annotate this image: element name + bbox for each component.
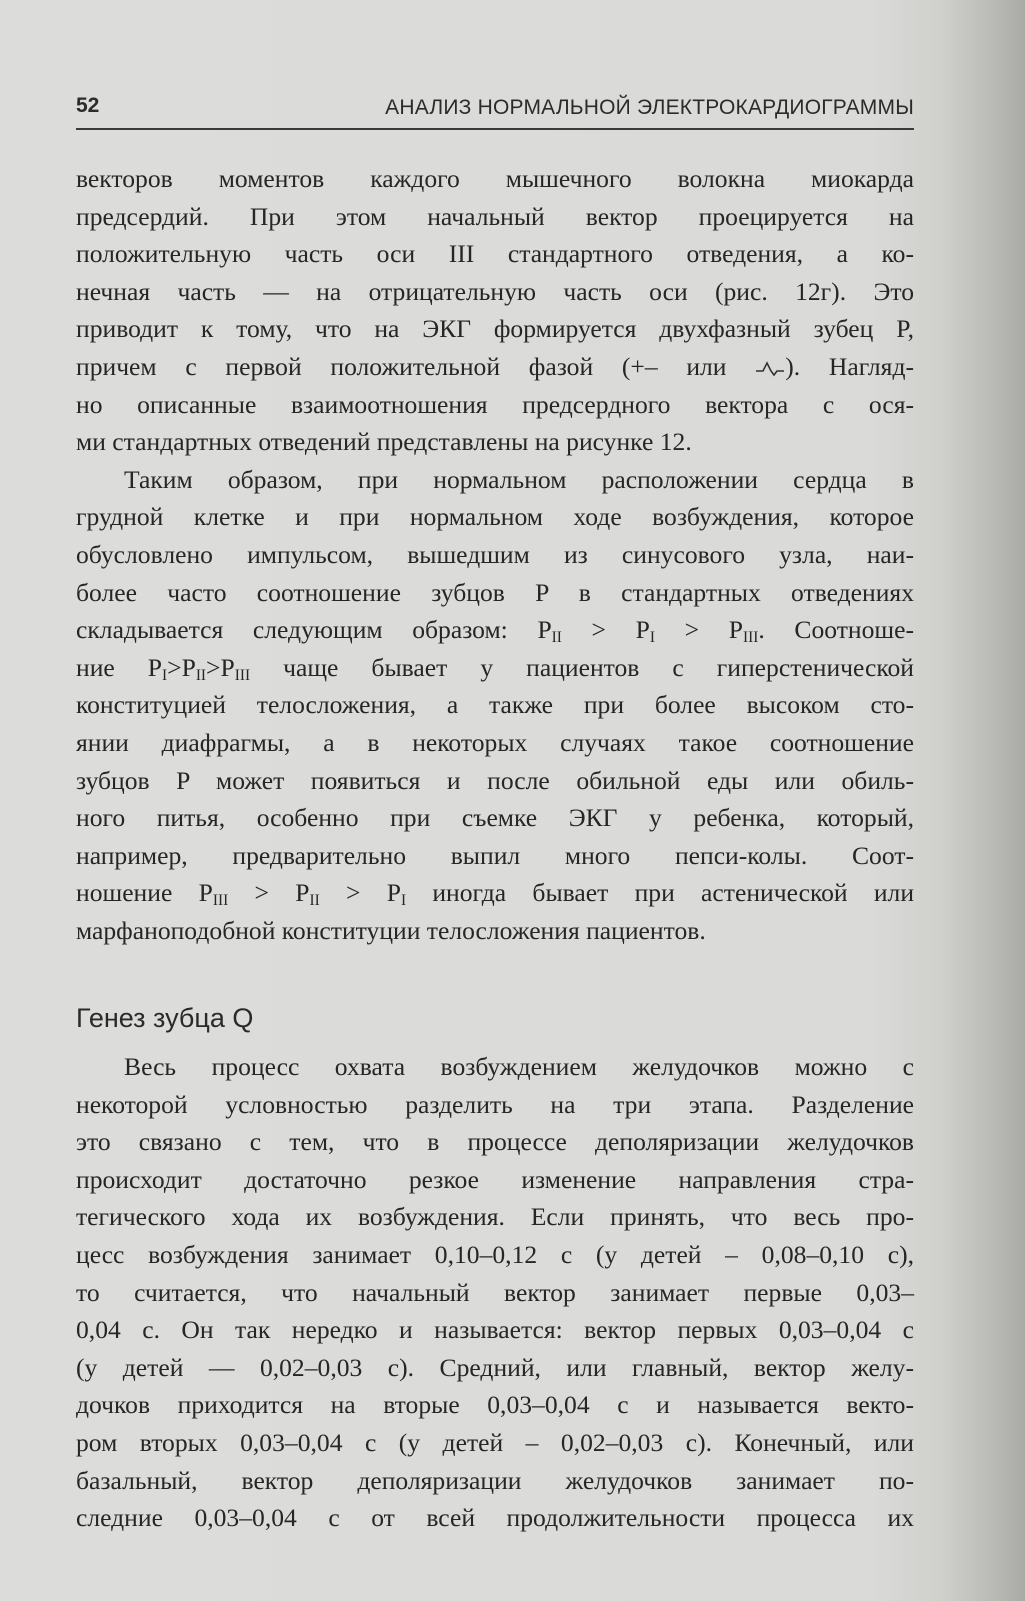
text-line: Весь процесс охвата возбуждением желудочков можно с [124, 1052, 914, 1081]
text-line: например, предварительно выпил много пепси-колы. Соот- [76, 840, 914, 870]
text-line: следние 0,03–0,04 с от всей продолжительности процесса их [76, 1503, 914, 1533]
text-line [76, 611, 914, 649]
running-title: АНАЛИЗ НОРМАЛЬНОЙ ЭЛЕКТРОКАРДИОГРАММЫ [385, 96, 914, 119]
section-heading: Генез зубца Q [76, 1003, 254, 1033]
text-line: ного питья, особенно при съемке ЭКГ у ребенка, который, [76, 803, 914, 833]
text-line [76, 649, 914, 687]
text-line: дочков приходится на вторые 0,03–0,04 с и называется векто- [76, 1390, 914, 1420]
text-line: более часто соотношение зубцов P в стандартных отведениях [76, 577, 914, 607]
text-line [76, 874, 914, 912]
section-text [76, 1048, 914, 1537]
p-wave-ratio: $P_I>P_{II}>P_{III}$ [147, 652, 251, 684]
text-line: конституцией телосложения, а также при более высоком сто- [76, 690, 914, 720]
text-line: предсердий. При этом начальный вектор проецируется на [76, 201, 914, 231]
text-line: это связано с тем, что в процессе деполяризации желудочков [76, 1127, 914, 1157]
text-line: янии диафрагмы, а в некоторых случаях такое соотношение [76, 727, 914, 757]
text-segment: ние [76, 652, 148, 682]
text-line: приводит к тому, что на ЭКГ формируется двухфазный зубец P, [76, 314, 914, 344]
text-line: положительную часть оси III стандартного отведения, а ко- [76, 239, 914, 269]
text-line: базальный, вектор деполяризации желудочков занимает по- [76, 1465, 914, 1495]
text-line: но описанные взаимоотношения предсердного вектора с ося- [76, 389, 914, 419]
text-line: некоторой условностью разделить на три этапа. Разделение [76, 1089, 914, 1119]
text-line: Таким образом, при нормальном расположении сердца в [124, 464, 914, 494]
page-header [76, 92, 914, 130]
text-line: происходит достаточно резкое изменение направления стра- [76, 1164, 914, 1194]
text-line: то считается, что начальный вектор занимает первые 0,03– [76, 1277, 914, 1307]
text-line: (у детей — 0,02–0,03 с). Средний, или главный, вектор желу- [76, 1352, 914, 1382]
text-line: обусловлено импульсом, вышедшим из синусового узла, наи- [76, 539, 914, 569]
page-number: 52 [76, 94, 100, 117]
p-wave-ratio: $P_{III} > P_{II} > P_I$ [198, 878, 407, 910]
text-line: 0,04 с. Он так нередко и называется: вектор первых 0,03–0,04 с [76, 1315, 914, 1345]
text-line: ми стандартных отведений представлены на рисунке 12. [76, 427, 692, 457]
text-line: грудной клетке и при нормальном ходе возбуждения, которое [76, 502, 914, 532]
text-segment: Соотноше- [764, 615, 915, 645]
text-segment: ). Нагляд- [785, 351, 914, 381]
text-segment: причем с первой положительной фазой (+– или [76, 351, 756, 381]
p-wave-ratio: $P_{II} > P_I > P_{III}$. [537, 615, 765, 646]
text-segment: ношение [76, 878, 199, 908]
text-line: векторов моментов каждого мышечного волокна миокарда [76, 164, 914, 193]
text-segment: чаще бывает у пациентов с гиперстенической [250, 652, 914, 682]
text-line: зубцов P может появиться и после обильной еды или обиль- [76, 765, 914, 795]
biphasic-wave-icon [755, 359, 785, 377]
main-text [76, 160, 914, 949]
text-line [76, 348, 914, 386]
text-line: тегического хода их возбуждения. Если принять, что весь про- [76, 1202, 914, 1232]
text-line: цесс возбуждения занимает 0,10–0,12 с (у детей – 0,08–0,10 с), [76, 1239, 914, 1269]
text-line: марфаноподобной конституции телосложения пациентов. [76, 915, 706, 945]
text-segment: складывается следующим образом: [76, 615, 538, 645]
text-segment: иногда бывает при астенической или [406, 878, 915, 908]
text-line: ром вторых 0,03–0,04 с (у детей – 0,02–0,03 с). Конечный, или [76, 1427, 914, 1457]
text-line: нечная часть — на отрицательную часть оси (рис. 12г). Это [76, 276, 914, 306]
